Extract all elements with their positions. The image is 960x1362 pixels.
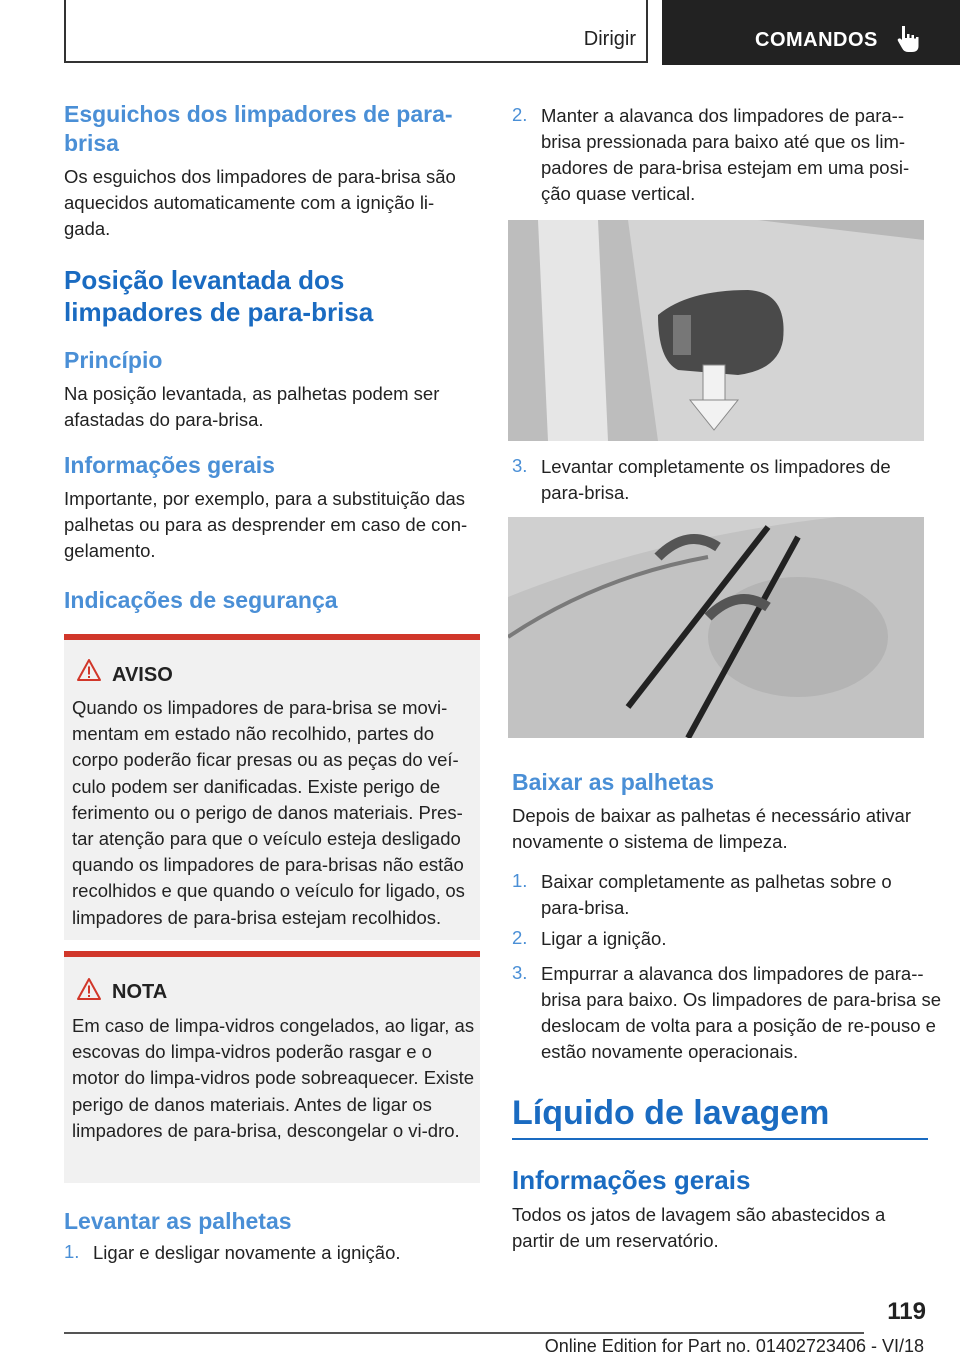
- warning-triangle-icon: [76, 658, 102, 682]
- step-text: Ligar a ignição.: [541, 928, 667, 949]
- footer-edition: Online Edition for Part no. 01402723406 - VI/18: [544, 1336, 924, 1356]
- text-principio: Na posição levantada, as palhetas podem ser afastadas do para-brisa.: [64, 383, 440, 430]
- step-text: Ligar e desligar novamente a ignição.: [93, 1242, 401, 1263]
- step-number: 2.: [512, 927, 528, 948]
- figure-wiper-lever-illustration: [508, 220, 924, 441]
- header-frame: [64, 0, 648, 63]
- text-esguichos: Os esguichos dos limpadores de para-brisa são aquecidos automaticamente com a ignição li-gada.: [64, 166, 456, 239]
- warning-text-nota: Em caso de limpa-vidros congelados, ao ligar, as escovas do limpa-vidros poderão rasgar e o motor do limpa-vidros pode sobreaquecer. Existe perigo de danos materiais. Antes de ligar os limpadores de para-brisa, descongelar o vi-dro.: [72, 1015, 475, 1141]
- figure-wiper-lever: [508, 220, 924, 441]
- step-text: Baixar completamente as palhetas sobre o para-brisa.: [541, 871, 892, 918]
- step-text: Levantar completamente os limpadores de para-brisa.: [541, 456, 891, 503]
- heading-posicao-levantada: Posição levantada dos limpadores de para-brisa: [64, 265, 374, 327]
- heading-esguichos: Esguichos dos limpadores de para- brisa: [64, 101, 453, 156]
- heading-seguranca: Indicações de segurança: [64, 587, 338, 613]
- header-chapter: COMANDOS: [755, 29, 878, 51]
- figure-wipers-raised: [508, 517, 924, 738]
- warning-box-nota: [64, 951, 480, 1183]
- figure-wipers-raised-illustration: [508, 517, 924, 738]
- section-levantar: [64, 1207, 480, 1236]
- page-number: 119: [887, 1298, 926, 1325]
- text-baixar: Depois de baixar as palhetas é necessário ativar novamente o sistema de limpeza.: [512, 805, 912, 852]
- text-informacoes-gerais-2: Todos os jatos de lavagem são abastecidos a partir de um reservatório.: [512, 1204, 886, 1251]
- heading-informacoes-gerais-2: Informações gerais: [512, 1165, 751, 1195]
- step-text: Empurrar a alavanca dos limpadores de para--brisa para baixo. Os limpadores de para-brisa se deslocam de volta para a posição de re-pouso e estão novamente operacionais.: [541, 963, 941, 1062]
- heading-liquido-lavagem: Líquido de lavagem: [512, 1094, 830, 1132]
- heading-baixar-palhetas: Baixar as palhetas: [512, 769, 715, 795]
- step-number: 3.: [512, 455, 528, 476]
- section-liquido: [512, 1092, 928, 1140]
- step-number: 3.: [512, 962, 528, 983]
- heading-informacoes: Informações gerais: [64, 452, 275, 478]
- header-section: Dirigir: [583, 28, 636, 50]
- step-text: Manter a alavanca dos limpadores de para--brisa pressionada para baixo até que os lim-padores de para-brisa estejam em uma posi-ção quase vertical.: [541, 105, 910, 204]
- step-number: 1.: [512, 870, 528, 891]
- warning-title-aviso: AVISO: [112, 664, 173, 686]
- warning-bar: [64, 634, 480, 640]
- warning-bar: [64, 951, 480, 957]
- warning-triangle-icon: [76, 977, 102, 1001]
- hand-pointer-icon: [893, 24, 923, 54]
- warning-box-aviso: [64, 634, 480, 940]
- section-info2: [512, 1164, 928, 1254]
- text-informacoes: Importante, por exemplo, para a substituição das palhetas ou para as desprender em caso de con-gelamento.: [64, 488, 468, 561]
- footer-rule: [64, 1332, 864, 1334]
- warning-text-aviso: Quando os limpadores de para-brisa se movi-mentam em estado não recolhido, partes do corpo poderão ficar presas ou as peças do veí-culo podem ser danificadas. Existe perigo de ferimento ou o perigo de danos materiais. Pres-tar atenção para que o veículo esteja desligado quando os limpadores de para-brisas não estão recolhidos e que quando o veículo for ligado, os limpadores de para-brisa estejam recolhidos.: [72, 697, 465, 928]
- warning-title-nota: NOTA: [112, 981, 168, 1003]
- section-baixar: [512, 768, 928, 855]
- heading-underline: [512, 1138, 928, 1140]
- left-column: [64, 100, 480, 615]
- heading-principio: Princípio: [64, 347, 163, 373]
- step-number: 2.: [512, 104, 528, 125]
- step-number: 1.: [64, 1241, 80, 1262]
- heading-levantar-palhetas: Levantar as palhetas: [64, 1208, 292, 1234]
